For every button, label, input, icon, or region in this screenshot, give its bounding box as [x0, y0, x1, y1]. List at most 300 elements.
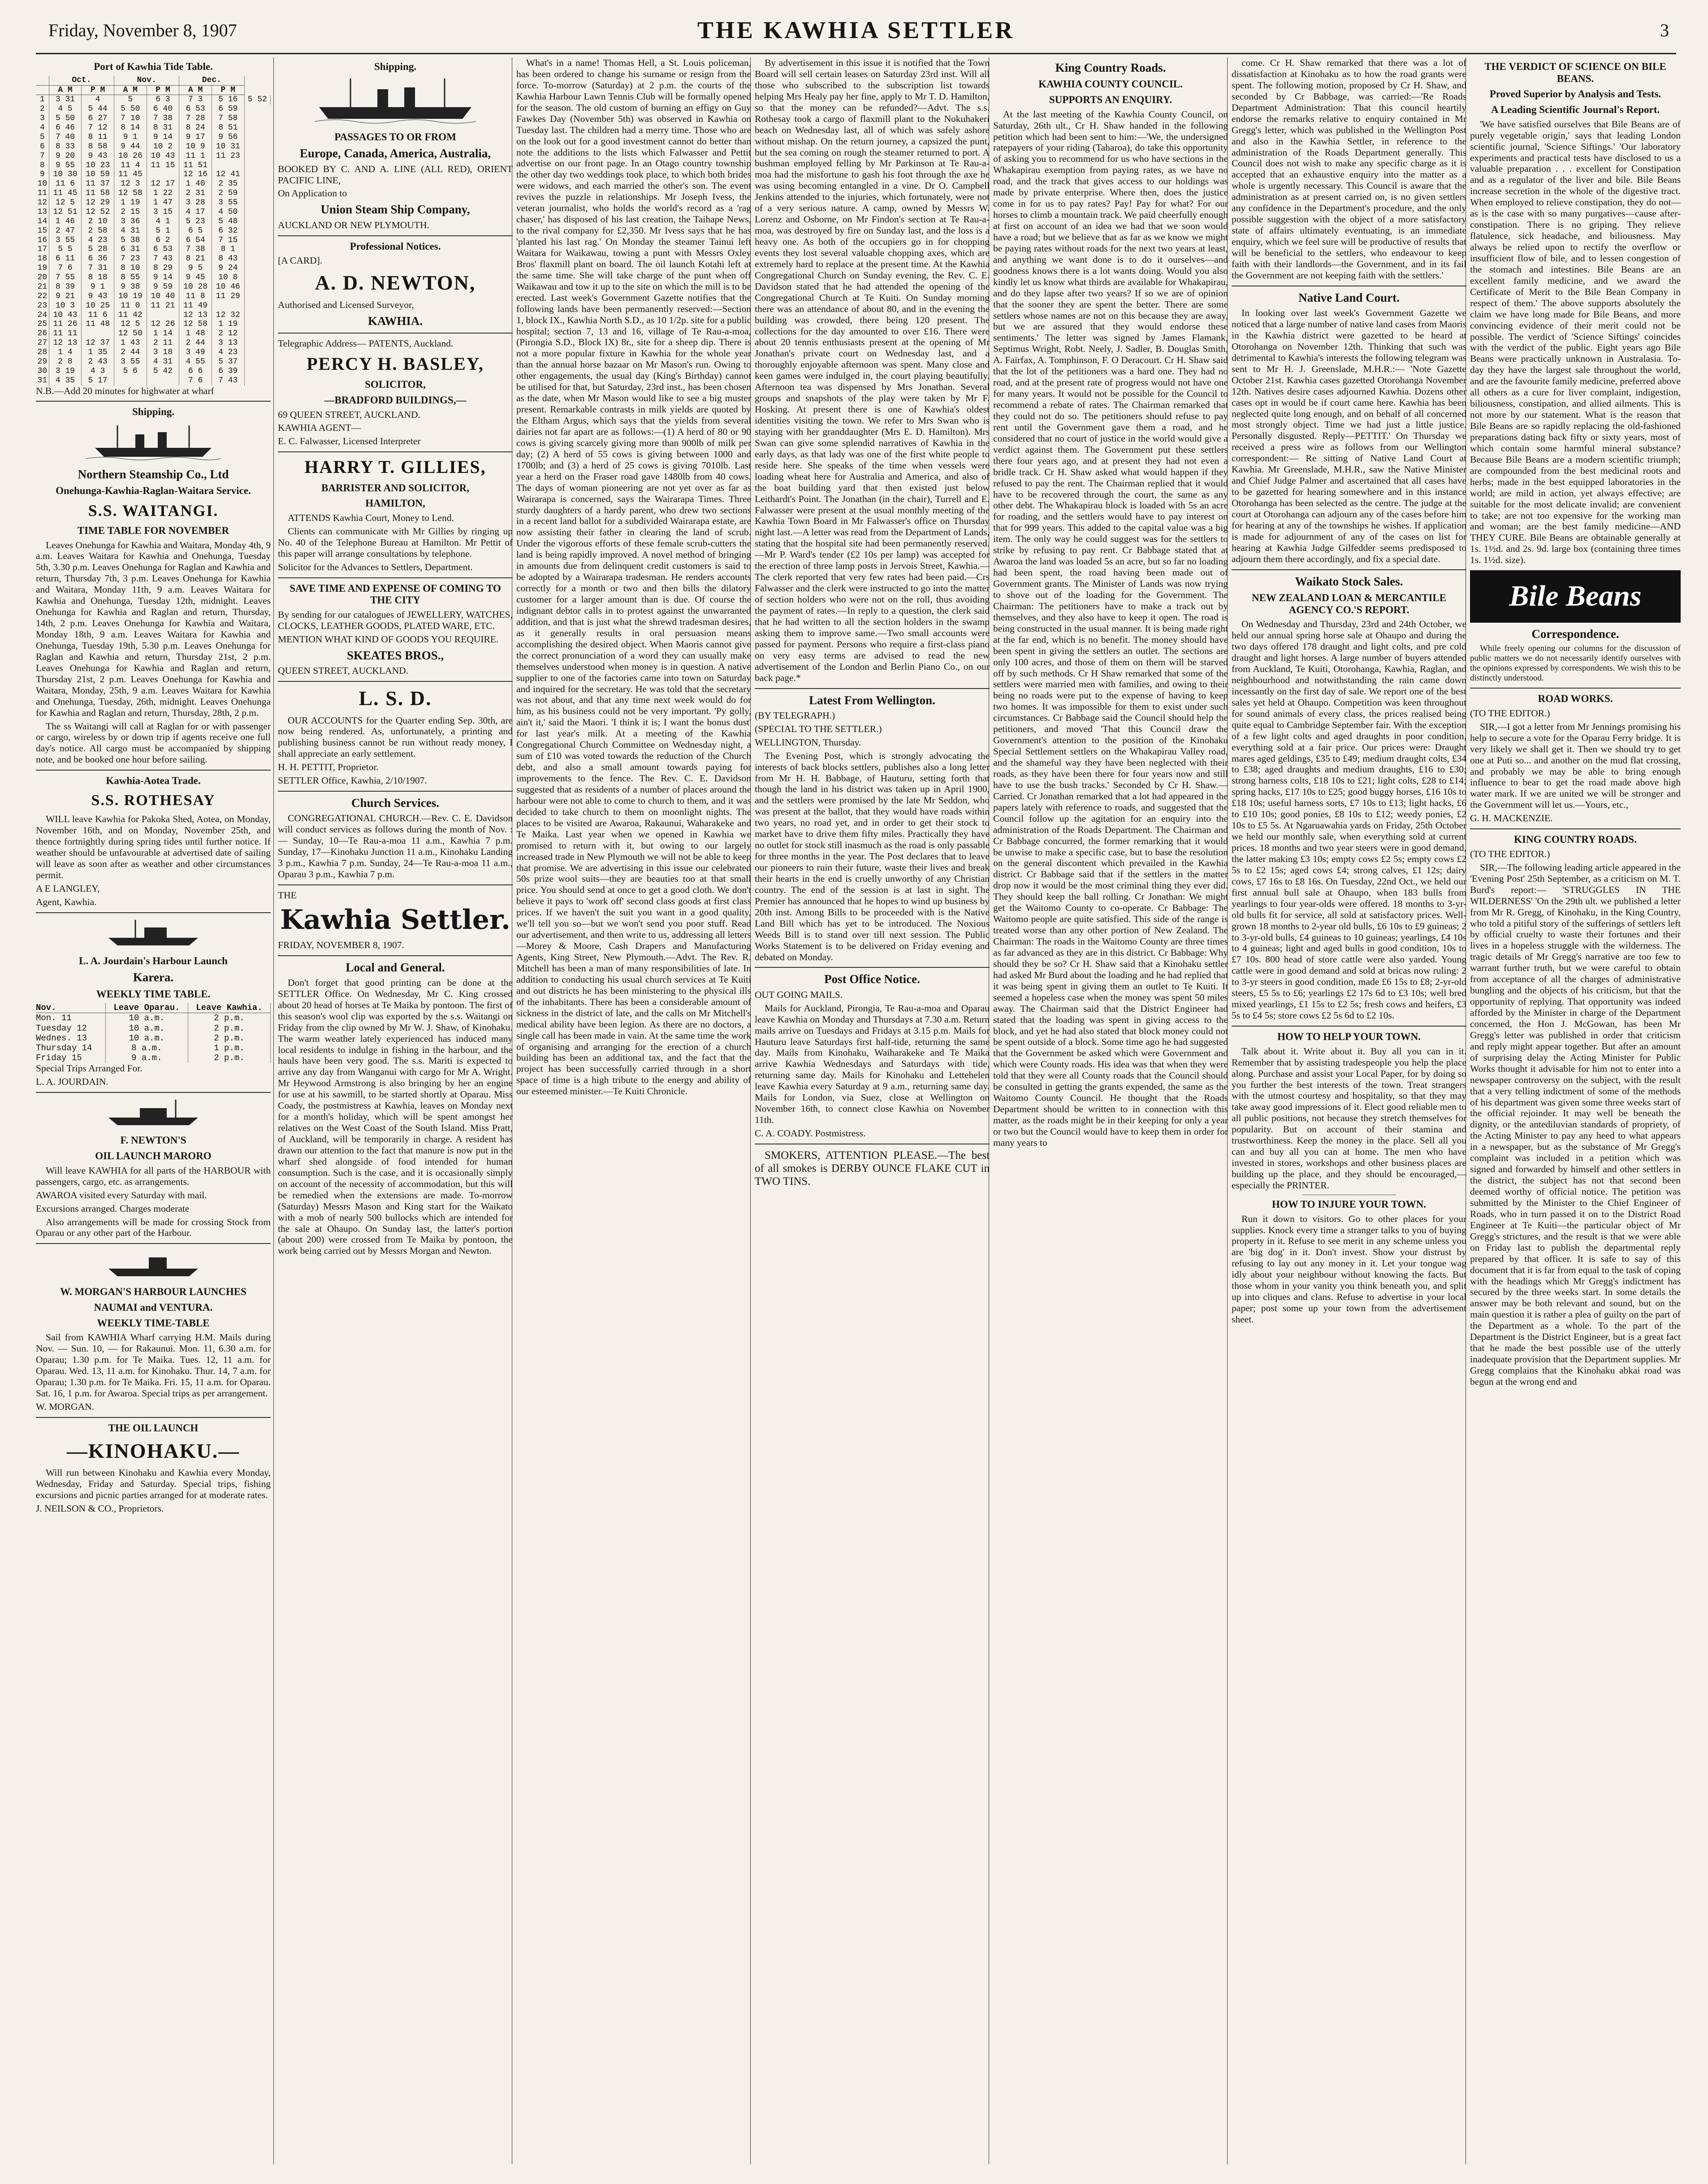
tide-time-cell: 12 58: [179, 320, 212, 329]
tide-time-cell: 5 16: [212, 95, 244, 104]
tide-time-cell: 12 26: [147, 320, 179, 329]
tide-time-cell: 9 21: [49, 292, 82, 301]
card-label: [A CARD].: [278, 255, 323, 266]
catalogue-text: By sending for our catalogues of JEWELLERY, WATCHES, CLOCKS, LEATHER GOODS, PLATED WARE, ETC.: [278, 609, 513, 632]
jourdain-col-head: Nov.: [36, 1003, 105, 1013]
tide-time-cell: 5 48: [212, 217, 244, 226]
post-office-text: Mails for Auckland, Pirongia, Te Rau-a-moa and Oparau leave Kawhia on Monday and Thursdays at 7.30 a.m. Return mails arrive on Tuesdays and Fridays at 3.15 p.m. Mails for Hauturu leave Saturdays first half-tide, returning the same day. Mails from Kinohaku, Waiharakeke and Te Maika arrive Kawhia Wednesdays and Saturdays with tide, returning same day. Mails for Kinohaku and Lettehelen leave Kawhia every Saturday at 9 a.m., returning same day. Mails for London, via Suez, close at Wellington on November 16th, to connect close Kawhia on November 11th.: [755, 1002, 990, 1126]
tide-time-cell: 5 42: [147, 367, 179, 376]
tide-time-cell: 5 50: [49, 114, 82, 123]
tide-row: [36, 198, 271, 208]
post-office-heading: Post Office Notice.: [824, 972, 920, 986]
tide-time-cell: 7 55: [49, 273, 82, 282]
paper-issue-date: FRIDAY, NOVEMBER 8, 1907.: [278, 939, 404, 950]
local-notes-continued: What's in a name! Thomas Hell, a St. Louis policeman, has been ordered to change his surname or resign from the force. To-morrow (Saturday) at 2 p.m. the courts of the Kawhia Harbour Lawn Tennis Club will be formally opened for the season. The old custom of burning an effigy on Guy Fawkes Day (November 5th) was observed in Kawhia on Tuesday last. The children had a merry time. Those who are on the look out for a good investment cannot do better than note the additions to the lists which Falwasser and Pettit advertise on our front page. In an Otago country township the other day two weddings took place, to which both brides were widows, and each married the other's son. The event revives the puzzle in relationships. Mr Joseph Ivess, the veteran journalist, who holds the world's record as a 'rag chaser,' has disposed of his last creation, the Taihape News, to the rival company for £2,350. Mr Ivess says that he has 'planted his last rag.' On Monday the steamer Tainui left Waitara for Waikawau, towing a punt with Messrs Oxley Bros' flaxmill plant on board. The oil launch Kotahi left at the same time. She will take charge of the punt when off Waikawau and tow it up to the site on which the mill is to be erected. Last week's Government Gazette notifies that the following lands have been permanently reserved:—Section 1, block IX., Kawhia North S.D., as 10 1/2p. site for a public hospital; section 7, 13 and 16, village of Te Rau-a-moa, (Pirongia S.D., Block IX) 8r., site for a sheep dip. There is not a more popular fixture in Kawhia for the whole year than the annual horse bazaar on Mr Mason's run. Owing to other engagements, the usual day (King's Birthday) cannot be utilised for that, but Saturday, 23rd inst., has been chosen as the date, when Mr Mason would like to see a big muster present. Remarkable contrasts in milk yields are quoted by the Eltham Argus, which says that the yields from several dairies not far apart are as follows:—(1) A herd of 80 or 90 cows is giving scarcely giving more than 900lb of milk per day; (2) A herd of 55 cows is giving between 1000 and 1700lb; and (3) a herd of 25 cows is giving 7010lb. Last year a herd on the Fraser road gave 1480lb from 40 cows. The days of woman pioneering are not yet over as far as Wairarapa is concerned, says the Wairarapa Times. Three sturdy daughters of a hardy parent, who drew two sections in a recent land ballot for a subdivided Wairarapa estate, are now assisting their father in clearing the land of scrub. Under the vigorous efforts of these female scrub-cutters the land is being rapidly improved. A novel method of bringing in amounts due from delinquent credit customers is said to be adopted by a Wairarapa tradesman. He renders accounts correctly for a month or two and then bills the dilatory customer for a larger amount than is due. Of course the indignant debtor calls in to protest against the unwarranted addition, and that is just what the shrewd tradesman desires, as it generally results in oral persuasion means accomplishing the desired object. When Maoris cannot give the correct pronunciation of a word they can usually make themselves understood when money is in question. A native supplier to one of the factories came into town on Saturday and inquired for the secretary. He was told that the secretary was not about, and that any time next week would do for him, as his business could not be very important. 'Py golly, ain't it,' said the Maori. 'I think it is; I want the bonus dust' for last year's milk. At a meeting of the Kawhia Congregational Church Committee on Wednesday night, a sum of £10 was voted towards the reduction of the Church debt, and also a small amount towards paying for improvements to the fence. The Rev. C. E. Davidson suggested that as residents of a number of places around the harbour were not able to come to church to them, and it was decided to take church to them on moonlight nights. The places to be visited are Awaroa, Rakaunui, Waharakeke and Te Maika. Last year when we opened in Kawhia we promised to return with it, but owing to our largely increased trade in New Plymouth we will not be able to keep that promise. We are advertising in this issue our celebrated 50s prize wool suits—they are beauties too at that small price. You should send at once to get a good cloth. We don't believe it pays to 'work off' second class goods at first class prices. If we haven't the suit you want in a good quality, we'll tell you so—but we won't send you poor stuff. Read our advertisement, and then write to us, addressing all letters—Morey & Moore, Cash Drapers and Manufacturing Agents, King Street, New Plymouth.—Advt. The Rev. R. Mitchell has been a man of many responsibilities of late. In addition to conducting his usual church services at Te Kuiti and out districts he has been ministering to the physical ills of the inhabitants. There has been a considerable amount of sickness in the district of late, and the calls on Mr Mitchell's medical ability have been legion. As there are no doctors, a single call has been made in vain. At the same time the work of organising and arranging for the erection of a church building has been an additional tax, and the fact that the project has been successfully carried through in a short space of time is a high tribute to the energy and ability of our esteemed minister.—Te Kuiti Chronicle.: [516, 57, 751, 1097]
tide-time-cell: 12 32: [212, 311, 244, 320]
tide-time-cell: 6 54: [179, 236, 212, 245]
tide-time-cell: 12 29: [82, 198, 114, 208]
tide-time-cell: 10 31: [212, 142, 244, 152]
tide-time-cell: [147, 376, 179, 386]
waitangi-timetable: TIME TABLE FOR NOVEMBER: [77, 524, 229, 536]
tide-time-cell: 3 19: [49, 367, 82, 376]
special-to-settler: (SPECIAL TO THE SETTLER.): [755, 723, 882, 734]
tide-time-cell: 12 52: [82, 208, 114, 217]
tide-row: [36, 376, 271, 386]
tide-time-cell: 11 6: [49, 179, 82, 189]
tide-time-cell: 9 14: [147, 273, 179, 282]
tide-time-cell: 10 19: [114, 292, 147, 301]
tide-day-cell: 24: [36, 311, 49, 320]
tide-time-cell: 1 22: [147, 189, 179, 198]
tide-time-cell: 1 14: [147, 329, 179, 338]
tide-month-dec: Dec.: [179, 76, 244, 85]
tide-table-title: Port of Kawhia Tide Table.: [94, 61, 213, 72]
shipping-heading: Shipping.: [132, 406, 174, 418]
tide-time-cell: 2 12: [212, 329, 244, 338]
tide-time-cell: 4 31: [147, 357, 179, 367]
tide-time-cell: 12 41: [212, 170, 244, 179]
tide-time-cell: 1 48: [179, 329, 212, 338]
kawhia-agent: KAWHIA AGENT—: [278, 422, 361, 433]
native-land-court-text: In looking over last week's Government Gazette we noticed that a large number of native land cases from Maoris in the Kawhia district were gazetted to be heard at Otorohanga on November 12th. Thinking that such was detrimental to Kawhia's interests the following telegram was sent to Mr H. J. Greenslade, M.H.R.:— 'Note Gazette October 21st. Kawhia cases gazetted Otorohanga November 12th. Natives desire cases adjourned Kawhia. Dozens other cases opt in would be if court came here. Kawhia has been neglected quite long enough, and on behalf of all concerned most strongly object. Time we had just a little justice. Personally disgusted. Reply—PETTIT.' On Thursday we received a press wire as follows from our Wellington correspondent:— Re sitting of Native Land Court at Kawhia. Mr Greenslade, M.H.R., saw the Native Minister and Chief Judge Palmer and ascertained that all cases have to be gazetted for hearing somewhere and in this instance Otorohanga has been selected as the centre. The judge at the court at Otorohanga can adjourn any of the cases before him for hearing at any of the townships he wishes. If application is made for adjournment of any of the cases on list for hearing at Kawhia Judge Gilfedder seems predisposed to adjourn them there accordingly, and fix a special date.: [1232, 308, 1466, 564]
rothesay-title: S.S. ROTHESAY: [91, 792, 216, 809]
tide-row: [36, 104, 271, 114]
tide-time-cell: 12 50: [114, 329, 147, 338]
tide-time-cell: 6 46: [49, 123, 82, 133]
tide-time-cell: 8 1: [212, 245, 244, 254]
tide-time-cell: 10 43: [147, 152, 179, 161]
tide-time-cell: 11 4: [114, 161, 147, 170]
tide-time-cell: 8 11: [82, 133, 114, 142]
tide-time-cell: 3 36: [114, 217, 147, 226]
jourdain-cell: 8 a.m.: [105, 1043, 188, 1053]
kinohaku-text: Will run between Kinohaku and Kawhia every Monday, Wednesday, Friday and Saturday. Special trips, fishing excursions and picnic parties arranged for at moderate rates.: [36, 1467, 271, 1500]
tide-row: [36, 133, 271, 142]
tide-month-oct: Oct.: [49, 76, 114, 85]
tide-time-cell: 5 50: [114, 104, 147, 114]
outgoing-mails: OUT GOING MAILS.: [755, 989, 843, 1000]
basley-title: SOLICITOR,: [365, 379, 426, 390]
tide-time-cell: 7 23: [114, 254, 147, 264]
shipping-heading: Shipping.: [374, 61, 416, 72]
launch-illustration: [36, 1097, 271, 1131]
nsc-name: Northern Steamship Co., Ltd: [78, 468, 229, 481]
tide-row: [36, 254, 271, 264]
column-2: [278, 57, 513, 2164]
tide-time-cell: 7 6: [49, 264, 82, 273]
tide-row: [36, 208, 271, 217]
tide-time-cell: 3 15: [147, 208, 179, 217]
tide-sub: A M: [179, 85, 212, 95]
tide-month-nov: Nov.: [114, 76, 179, 85]
injure-town-text: Run it down to visitors. Go to other places for your supplies. Knock every time a stranger talks to you of buying property in it. Refuse to see merit in any scheme unless you are 'big dog' in it. Don't invest. Show your distrust by refusing to lay out any money in it. Let your tongue wag idly about your neighbour without knowing the facts. But those whom in your vanity you think beneath you, and split up into cliques and clans. Refuse to advertise in your local paper; post some up your town from the advertisement sheet.: [1232, 1213, 1466, 1325]
telegraphic-address: Telegraphic Address— PATENTS, Auckland.: [278, 338, 454, 349]
tide-time-cell: 12 13: [49, 338, 82, 348]
tide-time-cell: [212, 161, 244, 170]
tide-day-cell: 12: [36, 198, 49, 208]
tide-time-cell: 1 35: [82, 348, 114, 357]
skeates-name: SKEATES BROS.,: [346, 648, 444, 662]
post-office-sign: C. A. COADY. Postmistress.: [755, 1128, 866, 1139]
tide-time-cell: 5 28: [82, 245, 114, 254]
column-7: [1470, 57, 1681, 2164]
jourdain-cell: 9 a.m.: [105, 1053, 188, 1063]
tide-time-cell: 2 11: [147, 338, 179, 348]
jourdain-row: [36, 1043, 271, 1053]
tide-day-cell: 1: [36, 95, 49, 104]
tide-time-cell: 12 58: [114, 189, 147, 198]
tide-time-cell: 10 26: [114, 152, 147, 161]
tide-day-cell: 17: [36, 245, 49, 254]
tide-time-cell: 2 59: [212, 189, 244, 198]
tide-row: [36, 123, 271, 133]
tide-time-cell: 11 42: [114, 311, 147, 320]
tide-time-cell: 9 24: [212, 264, 244, 273]
jourdain-cell: 10 a.m.: [105, 1013, 188, 1023]
tide-time-cell: 11 1: [179, 152, 212, 161]
tide-time-cell: 3 28: [179, 198, 212, 208]
tide-day-cell: 15: [36, 226, 49, 236]
tide-time-cell: 12 16: [179, 170, 212, 179]
tide-time-cell: 8 10: [114, 264, 147, 273]
kinohaku-oil-heading: THE OIL LAUNCH: [108, 1422, 199, 1434]
gillies-text: ATTENDS Kawhia Court, Money to Lend.: [288, 512, 454, 524]
tide-day-cell: 31: [36, 376, 49, 386]
jourdain-row: [36, 1023, 271, 1033]
tide-time-cell: 1 19: [212, 320, 244, 329]
tide-row: [36, 114, 271, 123]
column-3: [516, 57, 751, 2164]
tide-table: [36, 76, 271, 386]
tide-time-cell: 8 24: [179, 123, 212, 133]
tide-day-cell: 22: [36, 292, 49, 301]
tide-time-cell: 7 58: [212, 114, 244, 123]
tide-time-cell: 2 10: [82, 217, 114, 226]
tide-day-cell: 9: [36, 170, 49, 179]
jourdain-cell: 2 p.m.: [188, 1013, 270, 1023]
tide-time-cell: 5 5: [49, 245, 82, 254]
tide-time-cell: 4 17: [179, 208, 212, 217]
gillies-town: HAMILTON,: [365, 498, 425, 509]
tide-time-cell: 12 37: [82, 338, 114, 348]
verdict-heading: THE VERDICT OF SCIENCE ON BILE BEANS.: [1484, 61, 1666, 84]
native-land-court-heading: Native Land Court.: [1298, 290, 1400, 304]
column-6: [1232, 57, 1466, 2164]
tide-time-cell: 7 40: [49, 133, 82, 142]
tide-day-cell: 29: [36, 357, 49, 367]
column-5: [993, 57, 1228, 2164]
tide-time-cell: 5 52: [244, 95, 270, 104]
tide-day-cell: 8: [36, 161, 49, 170]
tide-time-cell: 8 58: [82, 142, 114, 152]
church-heading: Church Services.: [351, 796, 439, 810]
also-arrangements: Also arrangements will be made for crossing Stock from Oparau or any other part of the Harbour.: [36, 1216, 271, 1239]
paper-title: THE KAWHIA SETTLER: [697, 17, 1015, 43]
tide-sub-blank: [36, 85, 49, 95]
injure-town-heading: HOW TO INJURE YOUR TOWN.: [1271, 1198, 1426, 1210]
tide-time-cell: 10 8: [212, 273, 244, 282]
lsd-title: L. S. D.: [359, 687, 432, 710]
jourdain-row: [36, 1053, 271, 1063]
tide-time-cell: 3 13: [212, 338, 244, 348]
jourdain-row: [36, 1033, 271, 1043]
excursions-note: Excursions arranged. Charges moderate: [36, 1203, 190, 1214]
tide-time-cell: 6 31: [114, 245, 147, 254]
county-council-heading: KAWHIA COUNTY COUNCIL.: [1038, 78, 1183, 90]
tide-time-cell: 6 53: [179, 104, 212, 114]
tide-row: [36, 245, 271, 254]
gillies-title: BARRISTER AND SOLICITOR,: [321, 482, 469, 494]
tide-time-cell: 8 21: [179, 254, 212, 264]
tide-row: [36, 320, 271, 329]
tide-time-cell: 3 18: [147, 348, 179, 357]
tide-row: [36, 301, 271, 311]
wellington-text: The Evening Post, which is strongly advocating the interests of back blocks settlers, publishes also a long letter from Mr H. H. Babbage, of Hauturu, setting forth that though the land in his district was taken up in April 1900, and the settlers were promised by the late Mr Seddon, who was present at the ballot, that they would have roads within two years, no road yet, and in order to get their stock to market have to drive them fifty miles. Practically they have no outlet for stock still inasmuch as the road is only passable for three months in the year. The Post declares that to leave our pioneers to ruin their future, waste their lives and break their hearts in the end is cruelly unworthy of any Christian country. The end of the session is at last in sight. The Premier has announced that he hopes to wind up business by 20th inst. Among Bills to be proceeded with is the Native Land Bill which has yet to be introduced. The Noxious Weeds Bill is to stand over till next session. The Public Works Statement is to be delivered on Friday evening and debated on Monday.: [755, 750, 990, 962]
morgan-weekly: WEEKLY TIME-TABLE: [97, 1317, 210, 1329]
tide-time-cell: 3 55: [49, 236, 82, 245]
tide-time-cell: 7 43: [147, 254, 179, 264]
tide-time-cell: 5 44: [82, 104, 114, 114]
tide-row: [36, 329, 271, 338]
tide-time-cell: 8 14: [114, 123, 147, 133]
tide-time-cell: 12 5: [49, 198, 82, 208]
morgan-title: W. MORGAN'S HARBOUR LAUNCHES: [60, 1286, 246, 1298]
tide-row: [36, 179, 271, 189]
tide-day-cell: 5: [36, 133, 49, 142]
tide-time-cell: 7 38: [147, 114, 179, 123]
tide-sub: A M: [49, 85, 82, 95]
tide-row: [36, 142, 271, 152]
tide-time-cell: 6 3: [147, 95, 179, 104]
tide-time-cell: 9 38: [114, 282, 147, 292]
tide-time-cell: 8 39: [49, 282, 82, 292]
column-1: [36, 57, 271, 2164]
tide-day-cell: 30: [36, 367, 49, 376]
jourdain-weekly: WEEKLY TIME TABLE.: [96, 988, 211, 1000]
issue-date: Friday, November 8, 1907: [48, 20, 237, 40]
tide-time-cell: 11 29: [212, 292, 244, 301]
paper-name-blackletter: Kawhia Settler.: [280, 904, 510, 936]
launch-illustration: [36, 918, 271, 952]
local-general-heading: Local and General.: [346, 960, 445, 974]
booked-lines: BOOKED BY C. AND A. LINE (ALL RED), ORIENT PACIFIC LINE,: [278, 163, 513, 186]
tide-day-cell: 11: [36, 189, 49, 198]
falwasser: E. C. Falwasser, Licensed Interpreter: [278, 436, 421, 447]
bile-beans-text: 'We have satisfied ourselves that Bile Beans are of purely vegetable origin,' says that leading London scientific journal, 'Science Siftings.' 'Our laboratory experiments and practical tests have disclosed to us a valuable preparation . . . excellent for Constipation and as a regulator of the liver and bile. Bile Beans increase secretion in the whole of the digestive tract. When employed to relieve constipation, they do not—as is the case with so many purgatives—cause after-constipation. There is no griping. They relieve flatulence, sick headache, and biliousness. May always be relied upon to rectify the overflow or insufficient flow of bile, and to lessen congestion of the stomach and intestines. Bile Beans are an excellent family medicine, and we award the Certificate of Merit to the Bile Bean Company in respect of them.' The above supports absolutely the claim we have long made for Bile Beans, and more convincing evidence of their merit could not be possible. The verdict of 'Science Siftings' coincides with the verdict of the public. Eight years ago Bile Beans were practically unknown in Australasia. To-day they have the largest sale throughout the world, and are the favourite family medicine, preferred above all others as a cure for liver complaint, indigestion, biliousness, constipation, and allied ailments. This is not more by our statement. What is the reason that Bile Beans are so rapidly replacing the old-fashioned preparations dating back fifty or sixty years, most of which contain some harmful mineral substance? Because Bile Beans are a modern scientific triumph; are compounded from the best medicinal roots and herbs; made in the best equipped laboratories in the world; are mild in action, yet always effective; are suitable for the most delicate invalid; are convenient to take; are not too expensive for the working man and woman; are the best family medicine—AND THEY CURE. Bile Beans are obtainable generally at 1s. 1½d. and 2s. 9d. large box (containing three times 1s. 1½d. size).: [1470, 118, 1681, 566]
masthead: [36, 13, 1676, 54]
mackenzie-sign: G. H. MACKENZIE.: [1470, 813, 1553, 824]
tide-time-cell: 11 37: [82, 179, 114, 189]
help-town-heading: HOW TO HELP YOUR TOWN.: [1277, 1031, 1421, 1043]
skeates-address: QUEEN STREET, AUCKLAND.: [278, 665, 409, 676]
tide-row: [36, 264, 271, 273]
tide-time-cell: 12 51: [49, 208, 82, 217]
tide-time-cell: 11 23: [212, 152, 244, 161]
tide-day-cell: 10: [36, 179, 49, 189]
correspondence-note: While freely opening our columns for the discussion of public matters we do not necessarily identify ourselves with the opinions expressed by correspondents. We wish this to be distinctly understood.: [1470, 644, 1681, 683]
column-rule: [273, 57, 274, 2164]
nsc-service: Onehunga-Kawhia-Raglan-Waitara Service.: [56, 485, 251, 497]
tide-time-cell: 9 44: [114, 142, 147, 152]
correspondence-heading: Correspondence.: [1531, 627, 1619, 641]
tide-time-cell: 11 51: [179, 161, 212, 170]
tide-time-cell: 8 29: [147, 264, 179, 273]
tide-day-cell: 7: [36, 152, 49, 161]
jourdain-title: L. A. Jourdain's Harbour Launch: [79, 955, 228, 966]
to-editor: (TO THE EDITOR.): [1470, 707, 1550, 719]
smokers-ad: SMOKERS, ATTENTION PLEASE.—The best of all smokes is DERBY OUNCE FLAKE CUT in TWO TINS.: [755, 1149, 990, 1187]
tide-time-cell: 2 58: [82, 226, 114, 236]
council-report-continued: come. Cr H. Shaw remarked that there was a lot of dissatisfaction at Kinohaku as to how the road grants were spent. The following motion, proposed by Cr H. Shaw, and seconded by Cr Babbage, was carried:—'Re Roads Department Administration: That this council heartily endorse the remarks relative to enquiry contained in Mr Gregg's letter, which was published in the Wellington Post and also in the Kawhia Settler, in reference to the administration of the Roads Department generally. This Council does not wish to make any specific charge as it is accepted that an exhaustive enquiry into the matter as a whole is urgently necessary. This Council is aware that the administration as at present carried on, is no given settlers any confidence in the Department's procedure, and the only possible suggestion with the object of a more satisfactory state of affairs ultimately eventuating, is an immediate enquiry, which we feel sure will be productive of results that will be beneficial to the settlers, who endeavour to keep faith with their landlords—the Government, and in its fail the Government are not keeping faith with the settlers.': [1232, 57, 1466, 281]
tide-time-cell: [147, 311, 179, 320]
tide-day-cell: 13: [36, 208, 49, 217]
tide-time-cell: 7 38: [179, 245, 212, 254]
tide-day-cell: 27: [36, 338, 49, 348]
tide-time-cell: 9 20: [49, 152, 82, 161]
tide-time-cell: 11 45: [49, 189, 82, 198]
tide-row: [36, 282, 271, 292]
tide-time-cell: 4 31: [114, 226, 147, 236]
tide-row: [36, 236, 271, 245]
tide-time-cell: 1 43: [114, 338, 147, 348]
tide-time-cell: 7 12: [82, 123, 114, 133]
leading-heading: A Leading Scientific Journal's Report.: [1491, 104, 1660, 116]
tide-time-cell: 8 55: [114, 273, 147, 282]
tide-day-cell: 14: [36, 217, 49, 226]
jourdain-cell: Tuesday 12: [36, 1023, 105, 1033]
tide-time-cell: 5 37: [212, 357, 244, 367]
kinohaku-sign: J. NEILSON & CO., Proprietors.: [36, 1503, 164, 1514]
church-text: CONGREGATIONAL CHURCH.—Rev. C. E. Davidson will conduct services as follows during the month of Nov. :— Sunday, 10—Te Rau-a-moa 11 a.m., Kawhia 7 p.m. Sunday, 17—Kinohaku Junction 11 a.m., Kinohaku Landing 3 p.m., Kawhia 7 p.m. Sunday, 24—Te Rau-a-moa 11 a.m., Oparau 3 p.m., Kawhia 7 p.m.: [278, 813, 513, 880]
tide-time-cell: 5 38: [114, 236, 147, 245]
tide-time-cell: 10 3: [49, 301, 82, 311]
tide-time-cell: 9 17: [179, 133, 212, 142]
tide-day-cell: 28: [36, 348, 49, 357]
council-report: At the last meeting of the Kawhia County Council, on Saturday, 26th ult., Cr H. Shaw handed in the following petition which had been sent to him:—'We, the undersigned ratepayers of your riding (Taharoa), do take this opportunity of asking you to recommend for us who have sections in the Whakapirau exemption from paying rates, as we have no road, and the track that gives access to our holdings was made by private enterprise. Where then, does the justice come in for us to pay rates? Pay! Pay for what? For our horses to climb a mountain track. We paid cheerfully enough at first on account of an idea we had that we soon would have a road; but we believe that as far as we know we might be paying rates without roads for the next two years at least, and anything we want done is to do it ourselves—and goodness knows there is a lot wants doing. Would you also kindly let us know what thirds are available for Whakapirau, and do they lapse after two years? If so we are of opinion that the sooner they are spent the better. There are some settlers whose names are not on this because they are away, but we are assured that they would endorse these sentiments.' The letter was signed by James Flamank, Septimus Wright, Robt. Neely, J. Sadler, B. Douglas Smith, A. Fairfax, A. Tomphinson, F. O Deracourt. Cr H. Shaw said that the lot of the petitioners was a hard one. They had no road, and at the present rate of progress would not have one for many years. It would not be possible for the Council to recommend a rebate of rates. The Chairman remarked that they could not do so. The petitioners should refuse to pay rent until the Government gave them a road, and he considered that no court of justice in the world would give a verdict against them. The Government put these settlers there four years ago, and at present they had not even a bridle track. Cr H. Shaw asked what would happen if they refused to pay the rent. The Chairman replied that it would have to be recovered through the court, the same as any other debt. The Whakapirau block is loaded with 5s an acre for roading, and the settlers would have to pay interest on that for 999 years. This added to the capital value was a big item. The only way he could suggest was for the settlers to strike by refusing to pay rent. Cr Babbage stated that at Awaroa the land was loaded 5s an acre, but so far no loading had been spent, the road having been made out of Government grants. The Minister of Lands was now trying to shove out of the loading for the Government. The Chairman: The petitioners have to make a track out by themselves, and they also have to keep it open. The road is being constructed in the usual manner. It is being made right at the far end, which is no benefit. The money should have been spent in giving the settlers an outlet. The sections are only 100 acres, and those of them on them will be starved off by such methods. Cr H Shaw remarked that some of the settlers were married men with families, and owing to their being no roads were put to the expense of having to keep two homes. It was impossible for them to exist under such circumstances. Cr Babbage said the Council should help the petitioners, and moved 'That this Council draw the Government's attention to the position of the Kinohaku Special Settlement settlers on the Whakapirau Valley road, and the shameful way they have been neglected with their roads, as they have been there for four years now and still have to use the bush tracks.' Seconded by Cr H. Shaw.—Carried. Cr Jonathan remarked that a lot had appeared in the papers lately with reference to roads, and suggested that the Council follow up the agitation for an enquiry into the administration of the Roads Department. The Chairman and Cr Babbage concurred, the former remarking that it would be unwise to make a specific case, but to base the resolution on the general discontent which prevailed in the Kawhia district. Cr Babbage said that if the settlers in the matter drop now it would be the most criminal thing they ever did. They should keep the ball rolling. Cr Jonathan: We might get the Waitomo County to co-operate. Cr Babbage: The Waitomo people are quite satisfied. This side of the range is treated worse than any other portion of New Zealand. The Chairman: The roads in the Waitomo County are three times as far advanced as they are in this district. Cr Babbage: Why should they be so? Cr H. Shaw said that a Kinohaku settler had asked Mr Burd about the loading and he had replied that it was being spent in giving them an outlet to Te Kuiti. It seemed a hopeless case when the money was spent 50 miles away. The Chairman said that the District Engineer had stated that the loading was spent in giving access to the block, and yet he had also stated that block money could not be spent outside of a block. Some time ago he had suggested that the Government be asked which were Government and which were County roads. His idea was that when they were told that they were all County roads that the Council should be consulted in getting the grants expended, the same as the Waitomo County Council. He thought that the Roads Department should be written to in connection with this matter, as the roads might be in their keeping for only a year or two but the Council would have to keep them in order for many years to: [993, 108, 1228, 1148]
tide-time-cell: 7 3: [179, 95, 212, 104]
newton-town: KAWHIA.: [368, 314, 423, 328]
tide-row: [36, 367, 271, 376]
tide-time-cell: 8 31: [147, 123, 179, 133]
tide-time-cell: 9 1: [82, 282, 114, 292]
lsd-sign: H. H. PETTIT, Proprietor.: [278, 762, 379, 773]
tide-time-cell: 12 17: [147, 179, 179, 189]
steamship-illustration: [36, 421, 271, 464]
waikato-stock-text: On Wednesday and Thursday, 23rd and 24th October, we held our annual spring horse sale at Ohaupo and during the two days offered 178 draught and light colts, and pre cold draught and light horses. A large number of buyers attended from Auckland, Te Kuiti, Otorohanga, Kawhia, Raglan, and neighbourhood and notwithstanding the rain came down incessantly on the first day of sale. We report one of the best sales yet held at Ohaupo. Competition was keen throughout for sound animals of every class, the prices realised being quite equal to Cambridge September fair. With the exception of a few light colts and aged draughts in poor condition, everything sold at a fair price. Our prices were: Draught mares aged geldings, £35 to £49; medium draught colts, £34 to £38; aged draughts and medium draughts, £16 to £30; strong harness colts, £18 10s to £21; light colts, £28 to £14; spring hacks, £17 10s to £25; good buggy horses, £16 10s to £18 10s; useful harness sorts, £7 10s to £13; light hacks, £6 to £10 10s; good ponies, £8 10s to £12; weedy ponies, £2 10s to £5 5s. At Ngaruawahia yards on Friday, 25th October we held our monthly sale, when everything sold at current prices. 18 months and two year steers were in good demand, the latter making £3 10s; empty cows £2 5s; empty cows £2 5s to £2 15s; aged cows £4; strong calves, £1 12s; dairy cows, £7 16s to £8 16s. On Tuesday, 22nd Oct., we held our first annual bull sale at Ohaupo, when 183 bulls from yearlings to four year-olds were offered. 18 months to 3-yr-old bulls fit for service, all sold at satisfactory prices. Well-grown 18 months to 2-year old bulls, £6 10s to £9 guineas; 2 to 3-yr-old bulls, £4 guineas to 10 guineas; yearlings, £4 10s to 4 guineas; light and aged bulls in good condition, 10s to £7 10s. 800 head of store cattle were also yarded. Young cattle were in good demand and sold at bricas now ruling: 2 to 3-yr steers in good condition, made £6 15s to £8; 2-yr-old steers, £5 5s to £6; yearlings £2 17s 6d to £3 10s; well bred mixed yearlings, £1 15s to £2 5s; fresh cows and heifers, £3 5s to £4 5s; store cows £2 5s 6d to £2 10s.: [1232, 619, 1466, 1021]
tide-time-cell: 5 17: [82, 376, 114, 386]
road-works-heading: ROAD WORKS.: [1538, 693, 1613, 705]
tide-time-cell: 3 55: [212, 198, 244, 208]
tide-time-cell: 9 5: [179, 264, 212, 273]
tide-time-cell: 5 23: [179, 217, 212, 226]
kinohaku-title: —KINOHAKU.—: [66, 1439, 240, 1462]
the-label: THE: [278, 890, 297, 901]
tide-day-cell: 26: [36, 329, 49, 338]
nz-loan-heading: NEW ZEALAND LOAN & MERCANTILE AGENCY CO.'S REPORT.: [1251, 592, 1447, 615]
tide-time-cell: 7 6: [179, 376, 212, 386]
jourdain-cell: 10 a.m.: [105, 1033, 188, 1043]
tide-time-cell: 6 6: [179, 367, 212, 376]
waitangi-note: The ss Waitangi will call at Raglan for or with passenger or cargo, wireless by or down trip if agents receive one full day's notice. All cargo must be accompanied by shipping note, and be booked one hour before sailing.: [36, 720, 271, 765]
tide-time-cell: 6 27: [82, 114, 114, 123]
tide-time-cell: 9 43: [82, 152, 114, 161]
tide-time-cell: 6 40: [147, 104, 179, 114]
tide-time-cell: 4: [82, 95, 114, 104]
tide-row: [36, 348, 271, 357]
tide-time-cell: 10 46: [212, 282, 244, 292]
tide-note: N.B.—Add 20 minutes for highwater at wharf: [36, 385, 214, 396]
launch-illustration: [36, 1248, 271, 1283]
to-editor: (TO THE EDITOR.): [1470, 848, 1550, 859]
local-general-text: Don't forget that good printing can be done at the SETTLER Office. On Wednesday, Mr C. King crossed about 20 head of horses at Te Maika by pontoon. The first of this season's wool clip was exported by the s.s. Waitangi on Friday from the clip owned by Mr W. J. Shaw, of Kinohaku. The warm weather lately experienced has induced many local residents to indulge in fishing in the harbour, and the hauls have been very good. The s.s. Mariti is expected to arrive any day from Wanganui with cargo for Mr A. Wright. Mr Heywood Armstrong is also bringing by her an engine for use at his sawmill, to be started shortly at Oparau. Miss Coady, the postmistress at Kawhia, leaves on Monday next for a month's holiday, which will be spent amongst her relatives on the West Coast of the South Island. Miss Pratt, of Auckland, will be temporarily in charge. A resident has drawn our attention to the fact that manure is now put in the wharf shed alongside of food intended for human consumption. Such is the case, and it is occasionally simply on account of the necessity of accommodation, but this will be remedied when the extensions are made. To-morrow (Saturday) Messrs Mason and King start for the Waikato with a mob of nearly 500 bullocks which are intended for the sale at Ohaupo. On Sunday last, the latter's portion (about 200) were crossed from Te Maika by pontoon, the work being carried out by Messrs Morgan and Newton.: [278, 977, 513, 1257]
jourdain-cell: Mon. 11: [36, 1013, 105, 1023]
jourdain-row: [36, 1013, 271, 1023]
tide-time-cell: 12 3: [114, 179, 147, 189]
destinations: Europe, Canada, America, Australia,: [299, 147, 491, 160]
tide-time-cell: 12 13: [179, 311, 212, 320]
tide-time-cell: 11 11: [49, 329, 82, 338]
awaroa-note: AWAROA visited every Saturday with mail.: [36, 1189, 207, 1200]
waitangi-schedule: Leaves Onehunga for Kawhia and Waitara, Monday 4th, 9 a.m. Leaves Waitara for Kawhia and Onehunga, Tuesday 5th, 3.30 p.m. Leaves Onehunga for Raglan and Kawhia and return, Thursday 7th, 3 p.m. Leaves Onehunga for Kawhia and Waitara, Monday 11th, 9 a.m. Leaves Waitara for Kawhia and Onehunga, Tuesday 12th, midnight. Leaves Onehunga for Kawhia and Raglan and return, Thursday, 14th, 2 p.m. Leaves Onehunga for Kawhia and Waitara, Monday 18th, 9 a.m. Leaves Waitara for Kawhia and Onehunga, Tuesday 19th, 5.30 p.m. Leaves Onehunga for Raglan and Kawhia and return, Thursday 21st, 2 p.m. Leaves Onehunga for Kawhia and Raglan and return, Thursday 21st, 2 p.m. Leaves Onehunga for Kawhia and Waitara, Monday, 25th, 9 a.m. Leaves Waitara for Kawhia and Onehunga, Tuesday, 26th, midnight. Leaves Onehunga for Kawhia and Raglan and return, Thursday, 28th, 2 p.m.: [36, 539, 271, 718]
tide-time-cell: 12 5: [114, 320, 147, 329]
tide-time-cell: 2 35: [212, 179, 244, 189]
tide-day-cell: 25: [36, 320, 49, 329]
tide-time-cell: 2 15: [114, 208, 147, 217]
tide-time-cell: 4 55: [179, 357, 212, 367]
tide-time-cell: 9 1: [114, 133, 147, 142]
tide-time-cell: 4 23: [82, 236, 114, 245]
tide-row: [36, 95, 271, 104]
tide-day-cell: 2: [36, 104, 49, 114]
tide-day-cell: 4: [36, 123, 49, 133]
tide-time-cell: 3 49: [179, 348, 212, 357]
tide-time-cell: 6 36: [82, 254, 114, 264]
waitangi-title: S.S. WAITANGI.: [88, 502, 219, 520]
newton-name: A. D. NEWTON,: [315, 271, 476, 295]
tide-time-cell: 7 10: [114, 114, 147, 123]
jourdain-col-head: Leave Oparau.: [105, 1003, 188, 1013]
waikato-stock-heading: Waikato Stock Sales.: [1295, 574, 1403, 588]
tide-time-cell: 6 2: [147, 236, 179, 245]
tide-time-cell: 4 23: [212, 348, 244, 357]
tide-time-cell: [147, 170, 179, 179]
tide-row: [36, 226, 271, 236]
morgan-sign: W. MORGAN.: [36, 1401, 95, 1412]
tide-day-cell: 23: [36, 301, 49, 311]
mention-note: MENTION WHAT KIND OF GOODS YOU REQUIRE.: [278, 634, 499, 645]
jourdain-table: [36, 1003, 271, 1062]
jourdain-cell: 1 p.m.: [188, 1043, 270, 1053]
tide-time-cell: 10 9: [179, 142, 212, 152]
tide-time-cell: 9 43: [82, 292, 114, 301]
jourdain-cell: Friday 15: [36, 1053, 105, 1063]
tide-time-cell: 4 50: [212, 208, 244, 217]
tide-time-cell: 7 43: [212, 376, 244, 386]
tide-time-cell: 4 3: [82, 367, 114, 376]
tide-day-cell: 6: [36, 142, 49, 152]
tide-time-cell: 6 5: [179, 226, 212, 236]
tide-day-cell: 18: [36, 254, 49, 264]
gillies-clients: Clients can communicate with Mr Gillies by ringing up No. 40 of the Telephone Bureau at Hamilton. Mr Pettit of this paper will arrange consultations by telephone.: [278, 526, 513, 559]
tide-row: [36, 189, 271, 198]
tide-time-cell: 2 47: [49, 226, 82, 236]
tide-time-cell: 4 1: [147, 217, 179, 226]
local-notes-continued: By advertisement in this issue it is notified that the Town Board will sell certain leases on Saturday 23rd inst. Will all those who subscribed to the subscription list towards helping Mrs Healy pay her fine, apply to Mr T. D. Hamilton, so that the money can be refunded?—Advt. The s.s. Rothesay took a cargo of flaxmill plant to the Nokuhakeri beach on Wednesday last, all of which was safely ashore without mishap. On the return journey, a capsized the punt, but the sea coming on rough the steamer returned to port. A bushman employed felling by Mr Parkinson at Te Rau-a-moa had the misfortune to gash his foot through the axe he was using becoming entangled in a vine. Dr O. Campbell Jenkins attended to the injuries, which fortunately, were not of a very serious nature. A camp, owned by Messrs W. Lorenz and Osborne, on Mr Findon's section at Te Rau-a-moa, was destroyed by fire on Sunday last, and the loss is a heavy one. As both of the occupiers go in for chopping events they lost several valuable chopping axes, which are extremely hard to replace at the present time. At the Kawhia Congregational Church on Sunday evening, the Rev. C. E. Davidson stated that he had attended the opening of the Congregational Church at Te Kuiti. On Sunday morning there was an attendance of about 80, and in the evening the building was crowded, there being 120 present. The collections for the day amounted to over £16. There were about 20 tennis enthusiasts present at the opening of Mr Jonathan's private court on Wednesday last, and a thoroughly enjoyable afternoon was spent. Many close and keen games were indulged in, the court playing beautifully. Afternoon tea was dispensed by Mrs Jonathan. Several groups and snapshots of the play were taken by Mr F. Hosking. At present there is one of Kawhia's oldest identities visiting the town. We refer to Mrs Swan who is staying with her granddaughter (Mrs E. D. Hamilton). Mrs Swan can give some splendid narratives of Kawhia in the early days, as that lady was one of the first white people to reside here. She speaks of the time when vessels were loading wheat here for Australia and America, and also of the boat building yard that then existed just below Leithardt's Point. The Jonathan (in the chair), Turrell and E. Falwasser were present at the usual monthly meeting of the Kawhia Town Board in Mr Falwasser's office on Thursday night last.—A letter was read from the Department of Lands, stating that the hospital site had been permanently reserved.—Mr P. Ward's tender (£2 10s per lamp) was accepted for the erection of three lamp posts in Jervois Street, Kawhia.—The clerk reported that very few rates had been paid.—Crs Falwasser and the clerk were instructed to go into the matter of section holders who were not on the roll, thus avoiding the payment of rates.—In reply to a question, the clerk said that he had written to all the section holders in the swamp asking them to improve same.—Two small accounts were passed for payment. Persons who require a first-class piano on very easy terms are advised to read the new advertisement of the London and Berlin Piano Co., on our back page.*: [755, 57, 990, 683]
jourdain-cell: 2 p.m.: [188, 1033, 270, 1043]
king-country-letter-heading: KING COUNTRY ROADS.: [1514, 834, 1637, 845]
by-telegraph: (BY TELEGRAPH.): [755, 710, 835, 721]
morgan-launch-names: NAUMAI and VENTURA.: [94, 1302, 213, 1313]
